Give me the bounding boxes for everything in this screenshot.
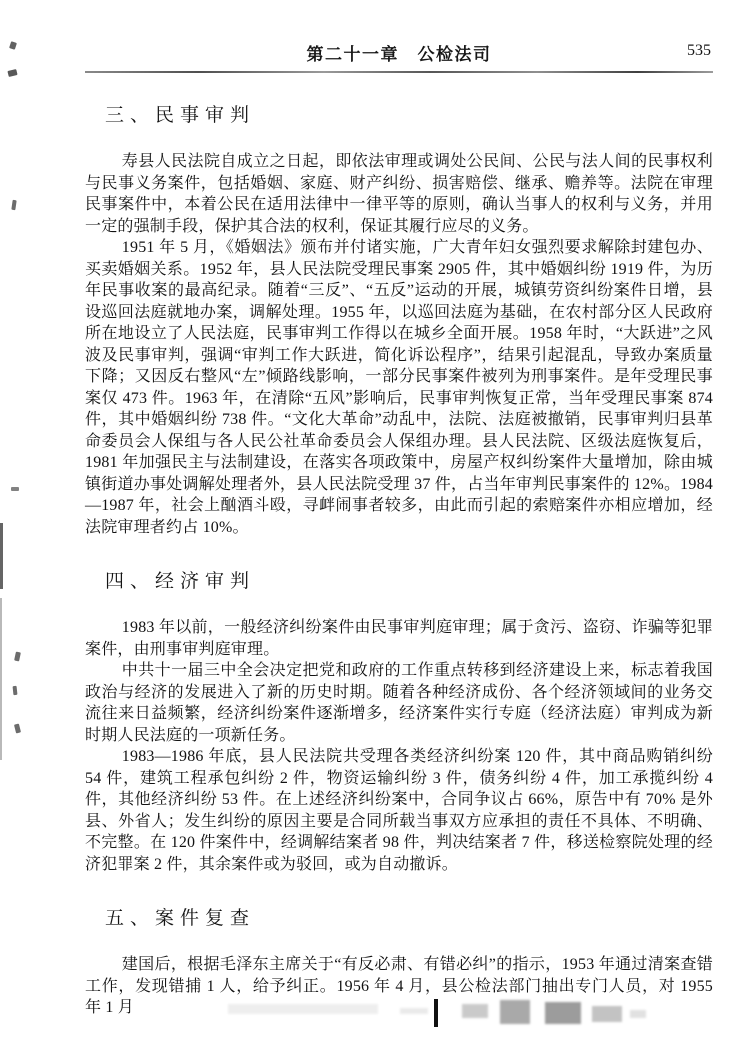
paragraph: 中共十一届三中全会决定把党和政府的工作重点转移到经济建设上来，标志着我国政治与经济的发展进入了新的历史时期。随着各种经济成份、各个经济领域间的业务交流往来日益频繁，经济纠纷案件逐渐增多，经济案件实行专庭（经济法庭）审判成为新时期人民法庭的一项新任务。 [85, 662, 713, 744]
chapter-title: 第二十一章 公检法司 [306, 45, 492, 64]
header-rule [85, 71, 713, 73]
scan-artifact-ink-mark [11, 200, 16, 210]
scan-artifact-edge-shadow [0, 598, 2, 760]
section-heading: 四、经济审判 [105, 571, 256, 592]
scan-artifact-ink-mark [13, 686, 18, 695]
section-heading: 三、民事审判 [105, 105, 256, 126]
paragraph: 1983 年以前，一般经济纠纷案件由民事审判庭审理；属于贪污、盗窃、诈骗等犯罪案件，由刑事审判庭审理。 [85, 619, 713, 658]
paragraph: 寿县人民法院自成立之日起，即依法审理或调处公民间、公民与法人间的民事权利与民事义务案件，包括婚姻、家庭、财产纠纷、损害赔偿、继承、赡养等。法院在审理民事案件中，本着公民在适用法律中一律平等的原则，确认当事人的权利与义务，并用一定的强制手段，保护其合法的权利，保证其履行应尽的义务。 [85, 153, 713, 235]
paragraph: 1951 年 5 月，《婚姻法》颁布并付诸实施，广大青年妇女强烈要求解除封建包办、买卖婚姻关系。1952 年，县人民法院受理民事案 2905 件，其中婚姻纠纷 1919 件，为历年民事收案的最高纪录。随着“三反”、“五反”运动的开展，城镇劳资纠纷案件日增，县设巡回法庭就地办案，调解处理。1955 年，以巡回法庭为基础，在农村部分区人民政府所在地设立了人民法庭，民事审判工作得以在城乡全面开展。1958 年时，“大跃进”之风波及民事审判，强调“审判工作大跃进，简化诉讼程序”，结果引起混乱，导致办案质量下降；又因反右整风“左”倾路线影响，一部分民事案件被列为刑事案件。是年受理民事案仅 473 件。1963 年，在清除“五风”影响后，民事审判恢复正常，当年受理民事案 874 件，其中婚姻纠纷 738 件。“文化大革命”动乱中，法院、法庭被撤销，民事审判归县革命委员会人保组与各人民公社革命委员会人保组办理。县人民法院、区级法庭恢复后，1981 年加强民主与法制建设，在落实各项政策中，房屋产权纠纷案件大量增加，除由城镇街道办事处调解处理者外，县人民法院受理 37 件，占当年审判民事案件的 12%。1984—1987 年，社会上酗酒斗殴，寻衅闹事者较多，由此而引起的索赔案件亦相应增加，经法院审理者约占 10%。 [85, 239, 713, 536]
paragraph: 建国后，根据毛泽东主席关于“有反必肃、有错必纠”的指示，1953 年通过清案查错工作，发现错捕 1 人，给予纠正。1956 年 4 月，县公检法部门抽出专门人员，对 1955 年 1 月 [85, 956, 713, 1016]
scan-artifact-ink-mark [14, 724, 21, 734]
section-civil-trials [85, 104, 713, 538]
scan-artifact-ink-mark [9, 41, 17, 50]
page-header [85, 40, 713, 74]
scan-artifact-ink-mark [11, 487, 19, 491]
scan-artifact-ink-mark [7, 69, 17, 77]
section-heading: 五、案件复查 [105, 908, 256, 929]
scan-artifact-ink-mark [14, 652, 21, 662]
section-economic-trials [85, 570, 713, 875]
section-case-review [85, 907, 713, 1019]
page-body [85, 92, 713, 1019]
page-number: 535 [687, 42, 711, 59]
scan-artifact-edge-shadow [0, 523, 3, 589]
paragraph: 1983—1986 年底，县人民法院共受理各类经济纠纷案 120 件，其中商品购销纠纷 54 件，建筑工程承包纠纷 2 件，物资运输纠纷 3 件，债务纠纷 4 件，加工承揽纠纷 4 件，其他经济纠纷 53 件。在上述经济纠纷案中，合同争议占 66%，原告中有 70% 是外县、外省人；发生纠纷的原因主要是合同所载当事双方应承担的责任不具体、不明确、不完整。在 120 件案件中，经调解结案者 98 件，判决结案者 7 件，移送检察院处理的经济犯罪案 2 件，其余案件或为驳回，或为自动撤诉。 [85, 748, 713, 873]
